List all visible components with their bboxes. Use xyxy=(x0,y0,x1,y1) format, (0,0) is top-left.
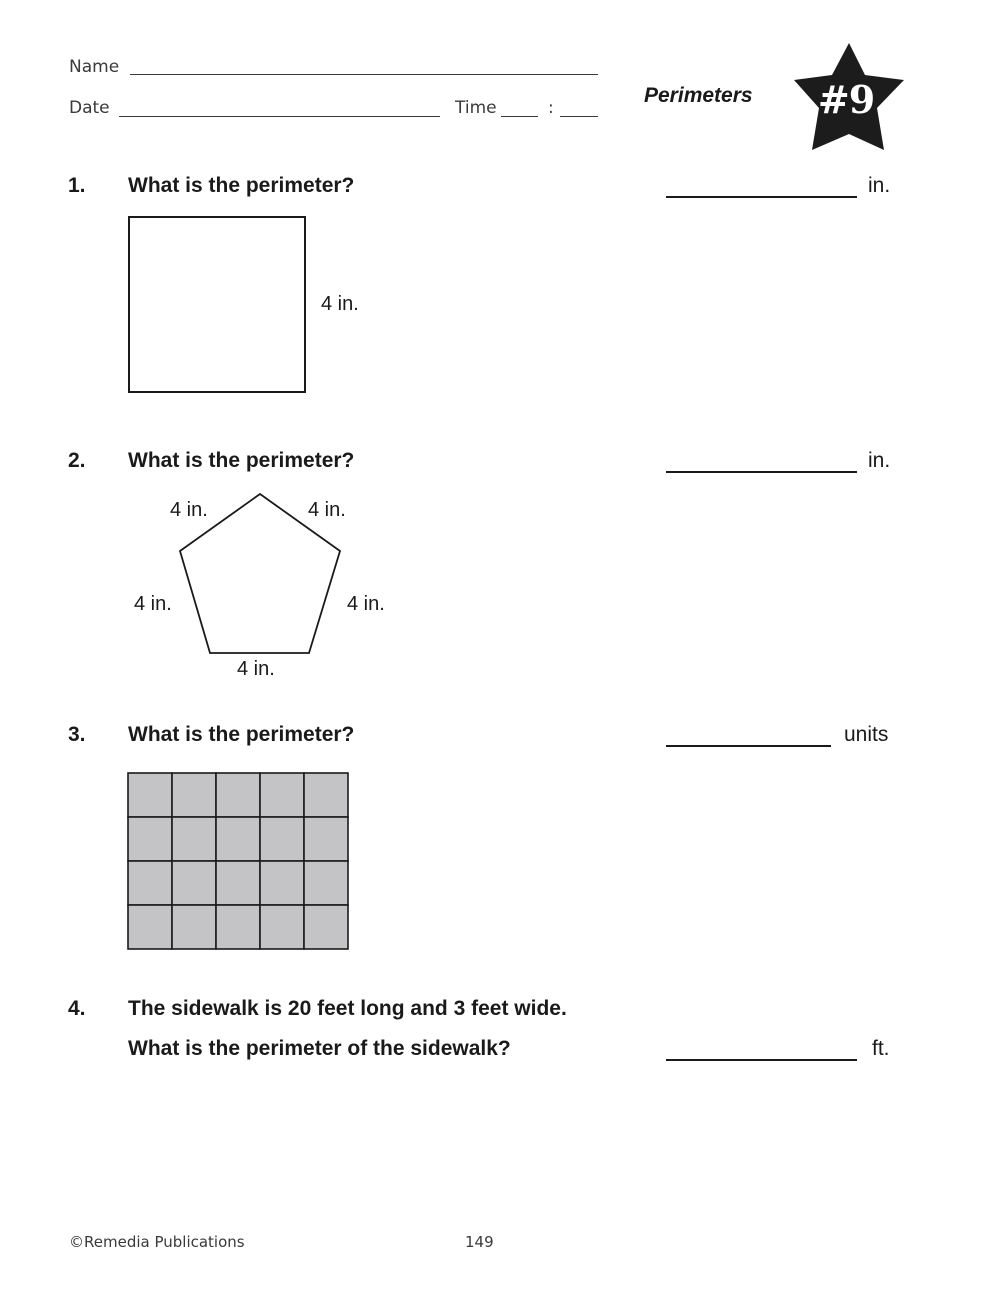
question-4-answer-field[interactable] xyxy=(666,1059,857,1061)
question-1-answer-field[interactable] xyxy=(666,196,857,198)
question-1-unit: in. xyxy=(868,174,891,197)
question-3-answer-field[interactable] xyxy=(666,745,831,747)
grid-cell xyxy=(172,773,216,817)
grid-cell xyxy=(304,861,348,905)
grid-cell xyxy=(128,773,172,817)
grid-cell xyxy=(260,773,304,817)
time-hours-field[interactable] xyxy=(501,116,538,117)
pentagon-side-label-right: 4 in. xyxy=(347,593,385,615)
time-label: Time xyxy=(455,98,497,118)
grid-cell xyxy=(304,905,348,949)
grid-cell xyxy=(216,861,260,905)
time-colon: : xyxy=(548,98,554,118)
time-minutes-field[interactable] xyxy=(560,116,598,117)
question-4-unit: ft. xyxy=(872,1037,890,1060)
grid-cell xyxy=(216,905,260,949)
grid-cell xyxy=(260,817,304,861)
question-1-number: 1. xyxy=(68,174,86,197)
grid-figure xyxy=(127,772,351,952)
question-3-text: What is the perimeter? xyxy=(128,723,355,746)
question-1-text: What is the perimeter? xyxy=(128,174,355,197)
pentagon-side-label-bottom: 4 in. xyxy=(237,658,275,680)
question-4-number: 4. xyxy=(68,997,86,1020)
question-2-answer-field[interactable] xyxy=(666,471,857,473)
question-3-number: 3. xyxy=(68,723,86,746)
date-field[interactable] xyxy=(119,116,440,117)
square-figure xyxy=(128,216,306,393)
question-4-text-line-1: The sidewalk is 20 feet long and 3 feet wide. xyxy=(128,997,567,1020)
badge-number: #9 xyxy=(817,77,875,122)
grid-cell xyxy=(216,817,260,861)
question-2-number: 2. xyxy=(68,449,86,472)
footer-publisher: ©Remedia Publications xyxy=(69,1233,245,1251)
grid-cell xyxy=(260,861,304,905)
question-4-text-line-2: What is the perimeter of the sidewalk? xyxy=(128,1037,511,1060)
grid-cell xyxy=(304,817,348,861)
grid-cell xyxy=(172,817,216,861)
grid-cell xyxy=(304,773,348,817)
question-2-unit: in. xyxy=(868,449,891,472)
pentagon-side-label-top-right: 4 in. xyxy=(308,499,346,521)
pentagon-side-label-left: 4 in. xyxy=(134,593,172,615)
grid-cell xyxy=(172,861,216,905)
grid-cell xyxy=(260,905,304,949)
name-label: Name xyxy=(69,57,120,77)
pentagon-side-label-top-left: 4 in. xyxy=(170,499,208,521)
question-2-text: What is the perimeter? xyxy=(128,449,355,472)
grid-cell xyxy=(172,905,216,949)
grid-cell xyxy=(128,905,172,949)
date-label: Date xyxy=(69,98,110,118)
footer-page-number: 149 xyxy=(465,1233,494,1251)
grid-cell xyxy=(216,773,260,817)
grid-cell xyxy=(128,861,172,905)
square-side-label: 4 in. xyxy=(321,293,359,315)
topic-title: Perimeters xyxy=(644,84,753,107)
grid-cell xyxy=(128,817,172,861)
question-3-unit: units xyxy=(844,723,889,746)
name-field[interactable] xyxy=(130,74,598,75)
